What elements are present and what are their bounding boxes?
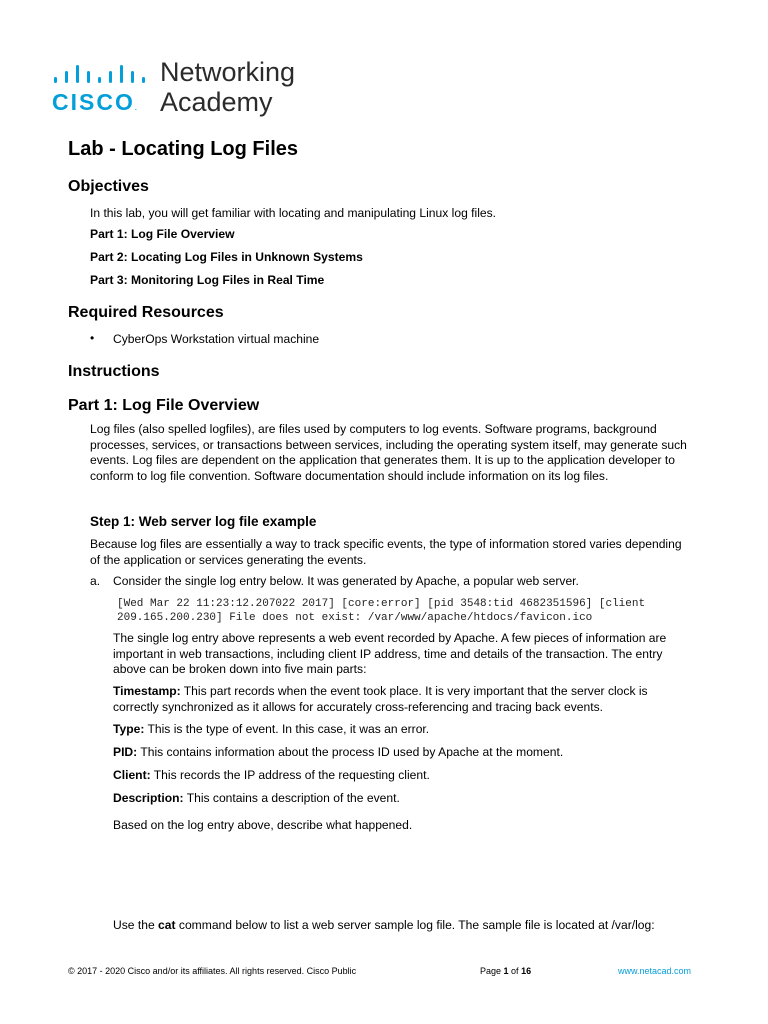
field-description	[113, 791, 691, 807]
cisco-bars-icon	[52, 64, 152, 86]
field-pid	[113, 745, 691, 761]
step1-intro: Because log files are essentially a way to track specific events, the type of information stored varies depending of the application or services generating the events.	[90, 537, 682, 567]
objective-part-2: Part 2: Locating Log Files in Unknown Systems	[90, 250, 363, 264]
objective-part-3: Part 3: Monitoring Log Files in Real Time	[90, 273, 325, 287]
instructions-heading: Instructions	[68, 363, 160, 380]
field-desc: This contains a description of the event.	[183, 791, 400, 805]
field-desc: This part records when the event took place. It is very important that the server clock is correctly synchronized as it allows for accurately cross-referencing and tracing back events.	[113, 684, 648, 714]
part1-intro: Log files (also spelled logfiles), are files used by computers to log events. Software programs, background processes, services, or transactions between services, including the operating system itself, may generate such events. Log files are dependent on the application that generates them. It is up to the application developer to conform to log file convention. Software documentation should include information on its log files.	[90, 422, 687, 483]
list-marker-a: a.	[90, 574, 101, 588]
log-entry-line-2: 209.165.200.230] File does not exist: /var/www/apache/htdocs/favicon.ico	[117, 612, 593, 624]
field-term: Client:	[113, 768, 151, 782]
field-term: Description:	[113, 791, 184, 805]
logo-academy-text: Academy	[160, 87, 273, 117]
field-timestamp	[113, 684, 691, 715]
field-desc: This contains information about the process ID used by Apache at the moment.	[137, 745, 564, 759]
field-term: Timestamp:	[113, 684, 181, 698]
step1-heading: Step 1: Web server log file example	[90, 514, 317, 529]
logo-networking-text: Networking	[160, 57, 296, 87]
resource-item: CyberOps Workstation virtual machine	[113, 332, 320, 346]
cisco-wordmark: CISCO.	[52, 89, 137, 115]
footer-url-link[interactable]: www.netacad.com	[618, 966, 692, 976]
footer-page-number: Page 1 of 16	[480, 966, 532, 976]
objectives-intro: In this lab, you will get familiar with locating and manipulating Linux log files.	[90, 206, 497, 220]
objective-part-1: Part 1: Log File Overview	[90, 227, 235, 241]
bullet-icon: •	[90, 331, 95, 345]
log-explanation: The single log entry above represents a web event recorded by Apache. A few pieces of information are important in web transactions, including client IP address, time and details of the transaction. The entry above can be broken down into five main parts:	[113, 631, 667, 676]
cat-command: cat	[158, 918, 176, 932]
field-desc: This is the type of event. In this case, it was an error.	[144, 722, 430, 736]
field-desc: This records the IP address of the requesting client.	[150, 768, 430, 782]
footer-copyright: © 2017 - 2020 Cisco and/or its affiliates. All rights reserved. Cisco Public	[68, 966, 357, 976]
field-type	[113, 722, 691, 738]
page-title: Lab - Locating Log Files	[68, 138, 298, 160]
field-term: PID:	[113, 745, 138, 759]
cat-instruction: Use the cat command below to list a web server sample log file. The sample file is located at /var/log:	[113, 918, 655, 932]
field-client	[113, 768, 691, 784]
field-term: Type:	[113, 722, 145, 736]
objectives-heading: Objectives	[68, 178, 149, 195]
step1-item-a: Consider the single log entry below. It was generated by Apache, a popular web server.	[113, 574, 579, 588]
log-entry-line-1: [Wed Mar 22 11:23:12.207022 2017] [core:error] [pid 3548:tid 4682351596] [client	[117, 598, 646, 610]
part1-heading: Part 1: Log File Overview	[68, 397, 260, 414]
resources-heading: Required Resources	[68, 304, 224, 321]
question-text: Based on the log entry above, describe what happened.	[113, 818, 413, 832]
